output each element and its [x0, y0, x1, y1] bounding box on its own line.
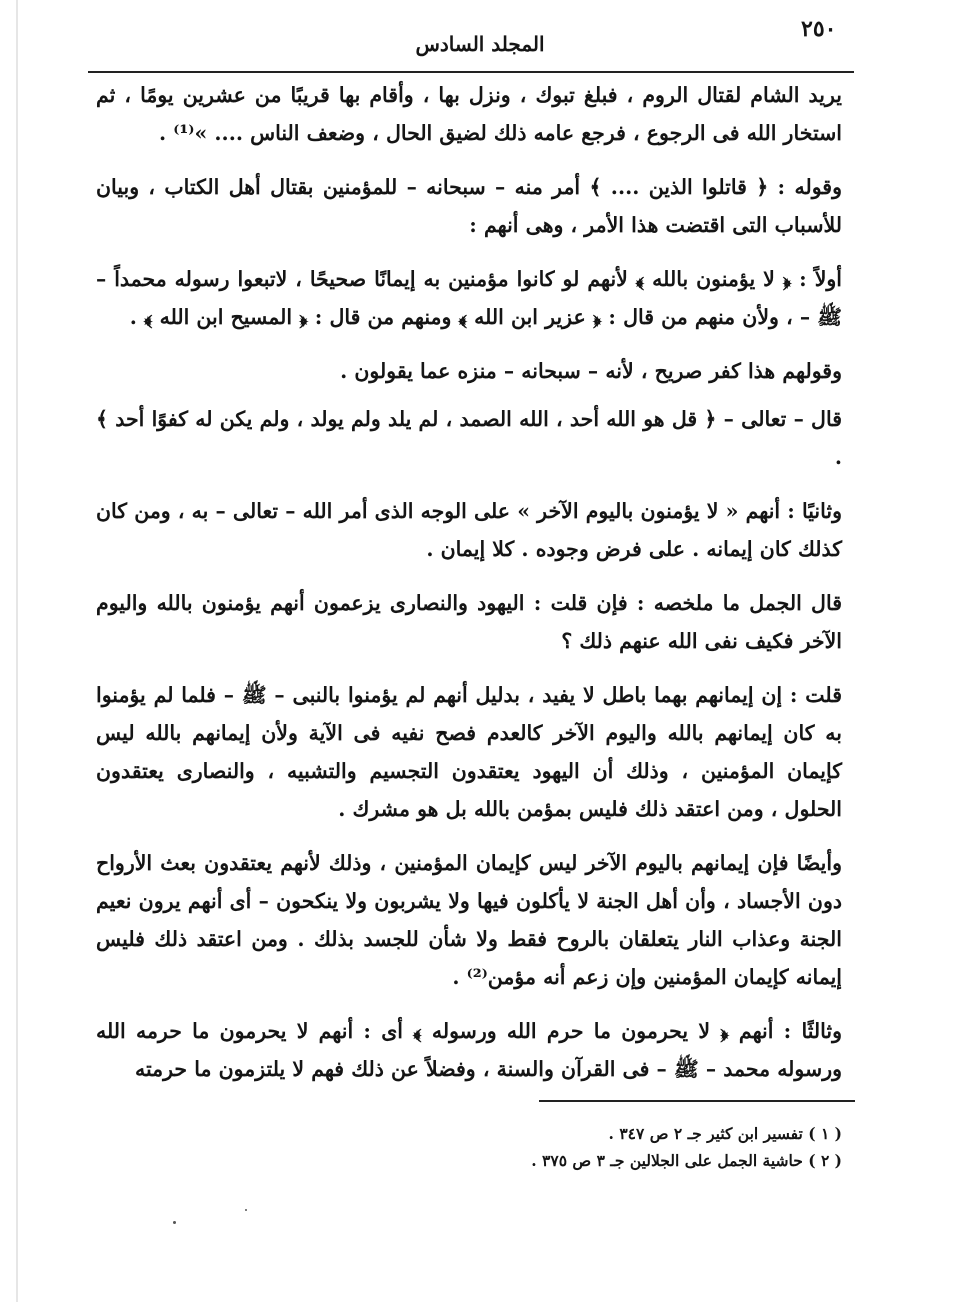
- paragraph-10: وثالثًا : أنهم ﴿ لا يحرمون ما حرم الله ورسوله ﴾ أى : أنهم لا يحرمون ما حرمه الله ورسوله محمد – ﷺ – فى القرآن والسنة ، وفضلاً عن ذلك فهم لا يلتزمون ما حرمته: [96, 1019, 842, 1081]
- header-rule: [88, 71, 854, 73]
- body-text: [96, 76, 842, 1104]
- footnote-1: ( ١ ) تفسير ابن كثير جـ ٢ ص ٣٤٧ .: [608, 1124, 842, 1143]
- page-edge-shadow: [16, 0, 18, 1302]
- paragraph-3: أولاً : ﴿ لا يؤمنون بالله ﴾ لأنهم لو كانوا مؤمنين به إيمانًا صحيحًا ، لاتبعوا رسوله محمداً – ﷺ – ، ولأن منهم من قال : ﴿ عزير ابن الله ﴾ ومنهم من قال : ﴿ المسيح ابن الله ﴾ .: [96, 267, 842, 329]
- footnote-2: ( ٢ ) حاشية الجمل على الجلالين جـ ٣ ص ٣٧٥ .: [531, 1151, 842, 1170]
- paragraph-2: وقوله : ﴿ قاتلوا الذين .... ﴾ أمر منه – سبحانه – للمؤمنين بقتال أهل الكتاب ، وبيان للأسباب التى اقتضت هذا الأمر ، وهى أنهم :: [96, 175, 842, 237]
- page-number: ٢٥٠: [801, 16, 837, 42]
- footnote-rule: [539, 1100, 855, 1102]
- paragraph-8: قلت : إن إيمانهم بهما باطل لا يفيد ، بدليل أنهم لم يؤمنوا بالنبى – ﷺ – فلما لم يؤمنوا به كان إيمانهم بالله واليوم الآخر كالعدم فصح نفيه فى الآية ولأن إيمانهم بالله ليس كإيمان المؤمنين ، وذلك أن اليهود يعتقدون التجسيم والتشبيه ، والنصارى يعتقدون الحلول ، ومن اعتقد ذلك فليس بمؤمن بالله بل هو مشرك .: [96, 683, 842, 821]
- scan-speck: [173, 1221, 176, 1224]
- paragraph-1: يريد الشام لقتال الروم ، فبلغ تبوك ، ونزل بها ، وأقام بها قريبًا من عشرين يومًا ، ثم استخار الله فى الرجوع ، فرجع عامه ذلك لضيق الحال ، وضعف الناس .... »⁽¹⁾ .: [96, 83, 842, 145]
- scan-speck: [245, 1209, 247, 1211]
- paragraph-9: وأيضًا فإن إيمانهم باليوم الآخر ليس كإيمان المؤمنين ، وذلك لأنهم يعتقدون بعث الأرواح دون الأجساد ، وأن أهل الجنة لا يأكلون فيها ولا يشربون ولا ينكحون – أى أنهم يرون نعيم الجنة وعذاب النار يتعلقان بالروح فقط ولا شأن للجسد بذلك . ومن اعتقد ذلك فليس إيمانه كإيمان المؤمنين وإن زعم أنه مؤمن⁽²⁾ .: [96, 851, 842, 989]
- paragraph-6: وثانيًا : أنهم « لا يؤمنون باليوم الآخر » على الوجه الذى أمر الله – تعالى – به ، ومن كان كذلك كان إيمانه . على فرض وجوده . كلا إيمان .: [96, 499, 842, 561]
- footnotes: [300, 1120, 842, 1174]
- paragraph-4: وقولهم هذا كفر صريح ، لأنه – سبحانه – منزه عما يقولون .: [340, 359, 842, 383]
- paragraph-5: قال – تعالى – ﴿ قل هو الله أحد ، الله الصمد ، لم يلد ولم يولد ، ولم يكن له كفوًا أحد ﴾ .: [96, 407, 842, 469]
- paragraph-7: قال الجمل ما ملخصه : فإن قلت : اليهود والنصارى يزعمون أنهم يؤمنون بالله واليوم الآخر فكيف نفى الله عنهم ذلك ؟: [96, 591, 842, 653]
- volume-title: المجلد السادس: [415, 32, 545, 56]
